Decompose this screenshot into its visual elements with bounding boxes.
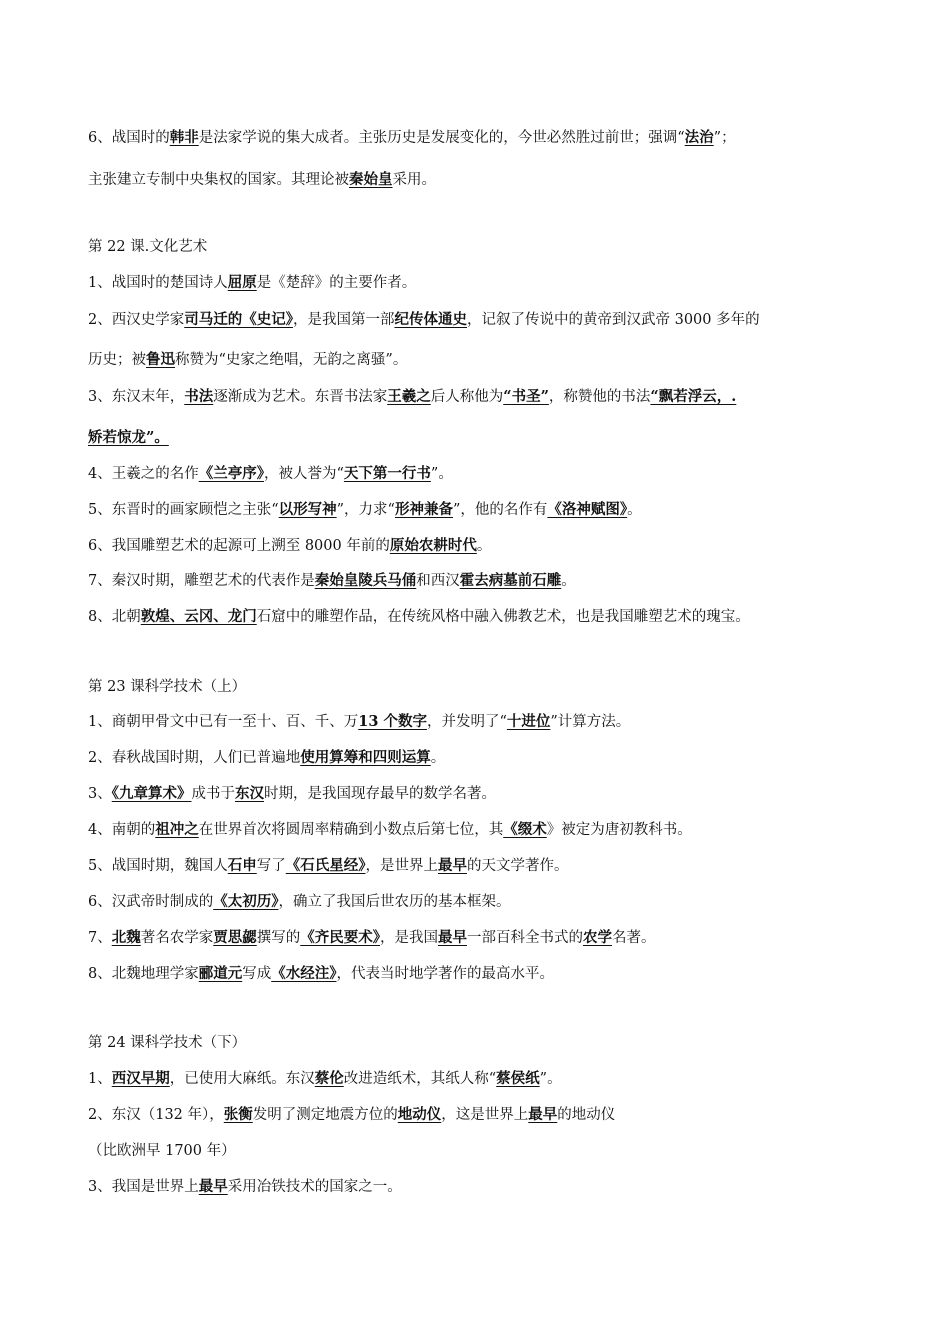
line-text: ”计算方法。 <box>550 714 631 730</box>
line-text: 撰写的 <box>256 930 301 946</box>
line-text: 采用。 <box>392 172 436 188</box>
key-term: 十进位 <box>506 713 551 730</box>
key-term: 书法 <box>184 388 214 405</box>
key-term: 最早 <box>437 857 467 874</box>
key-term: 张衡 <box>223 1106 253 1123</box>
key-term: 地动仪 <box>397 1106 442 1123</box>
text-line <box>88 536 890 556</box>
line-text: 3、我国是世界上 <box>88 1179 199 1195</box>
line-text: 是法家学说的集大成者。主张历史是发展变化的，今世必然胜过前世；强调“ <box>198 130 685 146</box>
line-text: 一部百科全书式的 <box>466 930 583 946</box>
line-text: 2、西汉史学家 <box>88 312 185 328</box>
key-term: 北魏 <box>111 929 141 946</box>
line-text: 7、秦汉时期，雕塑艺术的代表作是 <box>88 573 315 589</box>
line-text: ”。 <box>539 1071 562 1087</box>
line-text: 名著。 <box>611 930 656 946</box>
key-term: 霍去病墓前石雕 <box>459 572 562 589</box>
text-line <box>88 387 890 407</box>
line-text: ”，他的名作有 <box>452 502 548 518</box>
text-line <box>88 273 890 293</box>
line-text: 后人称他为 <box>430 389 504 405</box>
key-term: 矫若惊龙”。 <box>88 429 169 446</box>
line-text: 6、战国时的 <box>88 130 170 146</box>
text-line <box>88 892 890 912</box>
key-term: 农学 <box>582 929 612 946</box>
text-line <box>88 1069 890 1089</box>
text-line <box>88 784 890 804</box>
line-text: 采用冶铁技术的国家之一。 <box>227 1179 402 1195</box>
line-text: 6、我国雕塑艺术的起源可上溯至 8000 年前的 <box>88 538 390 554</box>
text-line <box>88 964 890 984</box>
line-text: 3、东汉末年， <box>88 389 185 405</box>
line-text: 2、春秋战国时期，人们已普遍地 <box>88 750 301 766</box>
key-term: 蔡侯纸 <box>496 1070 540 1087</box>
line-text: 8、北朝 <box>88 609 141 625</box>
line-text: ，称赞他的书法 <box>548 389 651 405</box>
line-text: 7、 <box>88 930 112 946</box>
key-term: 秦始皇陵兵马俑 <box>314 572 417 589</box>
text-line <box>88 310 890 330</box>
line-text: ，是我国第一部 <box>292 312 395 328</box>
line-text: ，是世界上 <box>365 858 438 874</box>
key-term: 东汉 <box>234 785 264 802</box>
key-term: 13 个数字 <box>358 713 427 730</box>
key-term: “书圣” <box>503 388 549 405</box>
line-text: ，并发明了“ <box>426 714 507 730</box>
lesson-heading <box>88 1033 890 1053</box>
key-term: 纪传体通史 <box>394 311 467 328</box>
line-text: 在世界首次将圆周率精确到小数点后第七位，其 <box>198 822 504 838</box>
line-text: 。 <box>627 502 642 518</box>
key-term: 《石氏星经》 <box>285 857 366 874</box>
text-line <box>88 607 890 627</box>
key-term: 《九章算术》 <box>111 785 192 802</box>
line-text: ，代表当时地学著作的最高水平。 <box>336 966 554 982</box>
line-text: 历史；被 <box>88 352 146 368</box>
key-term: 法治 <box>684 129 714 146</box>
key-term: 石申 <box>227 857 257 874</box>
line-text: 的天文学著作。 <box>466 858 569 874</box>
line-text: 写成 <box>242 966 272 982</box>
line-text: 1、战国时的楚国诗人 <box>88 275 228 291</box>
line-text: 。 <box>430 750 446 766</box>
line-text: 4、南朝的 <box>88 822 156 838</box>
text-line <box>88 748 890 768</box>
key-term: 敦煌、云冈、龙门 <box>140 608 257 625</box>
line-text: 1、商朝甲骨文中已有一至十、百、千、万 <box>88 714 359 730</box>
line-text: 发明了测定地震方位的 <box>252 1107 398 1123</box>
key-term: 天下第一行书 <box>343 465 431 482</box>
key-term: 最早 <box>437 929 467 946</box>
text-line <box>88 464 890 484</box>
line-text: 8、北魏地理学家 <box>88 966 199 982</box>
line-text: 6、汉武帝时制成的 <box>88 894 214 910</box>
line-text: 写了 <box>256 858 286 874</box>
line-text: ，已使用大麻纸。东汉 <box>169 1071 315 1087</box>
text-line <box>88 571 890 591</box>
line-text: 第 24 课科学技术（下） <box>88 1035 247 1051</box>
key-term: 《水经注》 <box>271 965 337 982</box>
key-term: 原始农耕时代 <box>389 537 477 554</box>
key-term: 《缀术 <box>503 821 547 838</box>
line-text: 主张建立专制中央集权的国家。其理论被 <box>88 172 349 188</box>
key-term: 秦始皇 <box>349 171 393 188</box>
line-text: 4、王羲之的名作 <box>88 466 199 482</box>
key-term: 屈原 <box>227 274 257 291</box>
key-term: 《洛神赋图》 <box>547 501 628 518</box>
line-text: （比欧洲早 1700 年） <box>88 1143 236 1159</box>
key-term: 蔡伦 <box>314 1070 344 1087</box>
line-text: 的地动仪 <box>557 1107 616 1123</box>
text-line <box>88 170 890 190</box>
line-text: 时期，是我国现存最早的数学名著。 <box>263 786 496 802</box>
line-text: 》被定为唐初教科书。 <box>546 822 692 838</box>
line-text: 。 <box>561 573 576 589</box>
line-text: ，确立了我国后世农历的基本框架。 <box>278 894 511 910</box>
text-line <box>88 820 890 840</box>
text-line <box>88 928 890 948</box>
line-text: ”，力求“ <box>336 502 395 518</box>
line-text: 成书于 <box>191 786 235 802</box>
line-text: 和西汉 <box>416 573 460 589</box>
line-text: 第 22 课.文化艺术 <box>88 239 208 255</box>
key-term: 《太初历》 <box>213 893 279 910</box>
line-text: ”。 <box>430 466 453 482</box>
line-text: ，被人誉为“ <box>263 466 344 482</box>
line-text: 第 23 课科学技术（上） <box>88 679 247 695</box>
text-line <box>88 1105 890 1125</box>
text-line <box>88 500 890 520</box>
line-text: 石窟中的雕塑作品，在传统风格中融入佛教艺术，也是我国雕塑艺术的瑰宝。 <box>256 609 750 625</box>
key-term: 使用算筹和四则运算 <box>300 749 431 766</box>
key-term: “飘若浮云，. <box>650 388 737 405</box>
key-term: 以形写神 <box>278 501 337 518</box>
line-text: 逐渐成为艺术。东晋书法家 <box>213 389 388 405</box>
line-text: 称赞为“史家之绝唱，无韵之离骚”。 <box>175 352 408 368</box>
key-term: 韩非 <box>169 129 199 146</box>
text-line <box>88 428 890 448</box>
line-text: ，是我国 <box>379 930 438 946</box>
line-text: ，记叙了传说中的黄帝到汉武帝 3000 多年的 <box>466 312 760 328</box>
key-term: 《兰亭序》 <box>198 465 264 482</box>
key-term: 鲁迅 <box>146 351 175 368</box>
text-line <box>88 712 890 732</box>
line-text: ”； <box>713 130 736 146</box>
text-line <box>88 1177 890 1197</box>
line-text: 。 <box>476 538 492 554</box>
key-term: 西汉早期 <box>111 1070 170 1087</box>
text-line <box>88 350 890 370</box>
line-text: 3、 <box>88 786 112 802</box>
lesson-heading <box>88 237 890 257</box>
line-text: 5、战国时期，魏国人 <box>88 858 228 874</box>
key-term: 《齐民要术》 <box>300 929 380 946</box>
key-term: 形神兼备 <box>394 501 453 518</box>
line-text: 5、东晋时的画家顾恺之主张“ <box>88 502 279 518</box>
key-term: 祖冲之 <box>155 821 199 838</box>
key-term: 王羲之 <box>387 388 431 405</box>
text-line <box>88 856 890 876</box>
key-term: 最早 <box>198 1178 228 1195</box>
key-term: 贾思勰 <box>213 929 257 946</box>
line-text: 著名农学家 <box>140 930 214 946</box>
key-term: 郦道元 <box>198 965 243 982</box>
key-term: 司马迁的《史记》 <box>184 311 293 328</box>
line-text: ，这是世界上 <box>441 1107 529 1123</box>
line-text: 改进造纸术，其纸人称“ <box>343 1071 497 1087</box>
key-term: 最早 <box>528 1106 558 1123</box>
line-text: 2、东汉（132 年）， <box>88 1107 224 1123</box>
line-text: 是《楚辞》的主要作者。 <box>256 275 417 291</box>
lesson-heading <box>88 677 890 697</box>
text-line <box>88 128 890 148</box>
text-line <box>88 1141 890 1161</box>
line-text: 1、 <box>88 1071 112 1087</box>
